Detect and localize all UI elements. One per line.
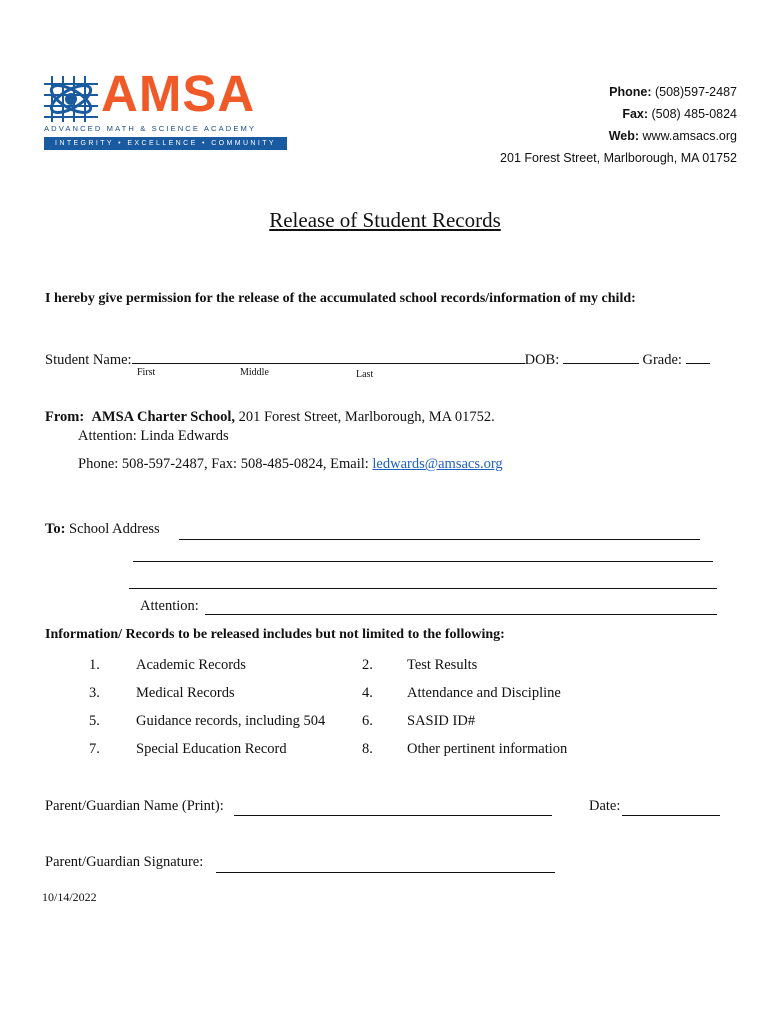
logo-wordmark: AMSA	[101, 65, 256, 122]
footer-date: 10/14/2022	[42, 890, 97, 904]
list-item-num: 8.	[362, 741, 373, 757]
fax-line	[500, 103, 737, 125]
signature-label: Parent/Guardian Signature:	[45, 854, 204, 870]
atom-grid-icon	[44, 76, 98, 122]
date-field[interactable]	[622, 800, 720, 816]
signature-field[interactable]	[216, 857, 555, 873]
page-title: Release of Student Records	[269, 208, 501, 232]
list-item-num: 4.	[362, 685, 373, 701]
student-name-label: Student Name:	[45, 352, 132, 368]
list-item-num: 5.	[89, 713, 100, 729]
school-address-field-1[interactable]	[179, 524, 700, 540]
school-address-field-2[interactable]	[133, 548, 713, 562]
school-address-field-3[interactable]	[129, 575, 717, 589]
amsa-logo	[44, 65, 289, 154]
list-item-text: Guidance records, including 504	[136, 713, 326, 729]
dob-field[interactable]	[563, 348, 639, 364]
list-item-text: Test Results	[407, 657, 478, 673]
from-address: 201 Forest Street, Marlborough, MA 01752.	[234, 409, 495, 425]
attention-field[interactable]	[205, 600, 717, 615]
list-item-num: 3.	[89, 685, 100, 701]
attention-label: Attention:	[140, 598, 199, 614]
date-label: Date:	[589, 798, 621, 814]
list-item-text: Special Education Record	[136, 741, 287, 757]
student-row	[45, 348, 710, 369]
from-label: From:	[45, 409, 85, 425]
from-contact	[78, 456, 503, 473]
web-line	[500, 125, 737, 147]
middle-caption: Middle	[240, 367, 269, 378]
parent-name-label: Parent/Guardian Name (Print):	[45, 798, 224, 814]
list-item-num: 2.	[362, 657, 373, 673]
address-line: 201 Forest Street, Marlborough, MA 01752	[500, 151, 737, 165]
web-value: www.amsacs.org	[642, 129, 737, 143]
to-line	[45, 521, 160, 538]
from-line	[45, 409, 495, 426]
grade-label: Grade:	[642, 352, 682, 368]
student-name-field[interactable]	[132, 348, 525, 364]
school-address-label: School Address	[65, 521, 160, 537]
dob-label: DOB:	[524, 352, 560, 368]
first-caption: First	[137, 367, 156, 378]
list-item-num: 7.	[89, 741, 100, 757]
logo-subtitle: ADVANCED MATH & SCIENCE ACADEMY	[44, 124, 257, 133]
fax-value: (508) 485-0824	[651, 107, 737, 121]
from-attention: Attention: Linda Edwards	[78, 428, 229, 444]
list-item-text: Academic Records	[136, 657, 246, 673]
from-contact-text: Phone: 508-597-2487, Fax: 508-485-0824, Email:	[78, 456, 373, 472]
fax-label: Fax:	[622, 107, 649, 121]
contact-block	[500, 81, 737, 169]
logo-motto: INTEGRITY • EXCELLENCE • COMMUNITY	[44, 137, 287, 150]
last-caption: Last	[356, 369, 374, 380]
list-item-text: SASID ID#	[407, 713, 476, 729]
from-school: AMSA Charter School,	[91, 409, 235, 425]
phone-label: Phone:	[609, 85, 652, 99]
list-item-text: Attendance and Discipline	[407, 685, 561, 701]
list-item-num: 6.	[362, 713, 373, 729]
phone-line	[500, 81, 737, 103]
list-item-text: Medical Records	[136, 685, 235, 701]
permission-statement: I hereby give permission for the release of the accumulated school records/information of my child:	[45, 291, 636, 306]
phone-value: (508)597-2487	[654, 85, 737, 99]
info-heading: Information/ Records to be released includes but not limited to the following:	[45, 627, 505, 642]
to-label: To:	[45, 521, 66, 537]
email-link[interactable]: ledwards@amsacs.org	[372, 456, 503, 472]
grade-field[interactable]	[686, 348, 710, 364]
list-item-num: 1.	[89, 657, 100, 673]
parent-name-field[interactable]	[234, 800, 552, 816]
list-item-text: Other pertinent information	[407, 741, 568, 757]
web-label: Web:	[608, 129, 640, 143]
